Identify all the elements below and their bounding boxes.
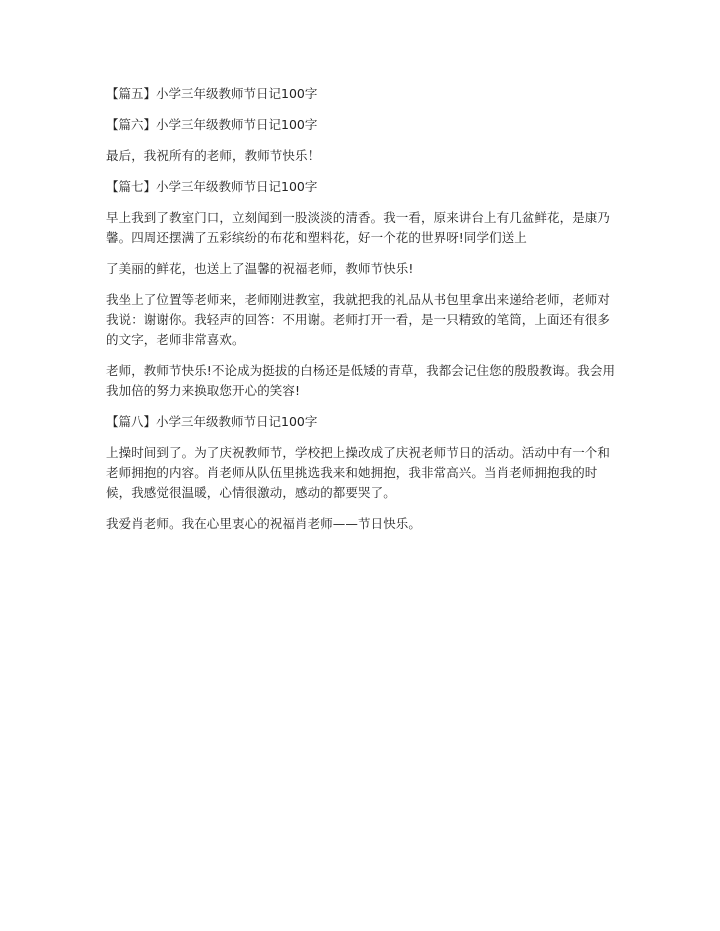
section-heading-7: 【篇七】小学三年级教师节日记100字 [106,179,318,194]
section-heading-6: 【篇六】小学三年级教师节日记100字 [106,117,318,132]
paragraph: 早上我到了教室门口，立刻闻到一股淡淡的清香。我一看，原来讲台上有几盆鲜花，是康乃馨。四周还摆满了五彩缤纷的布花和塑料花，好一个花的世界呀!同学们送上 [106,210,611,245]
paragraph: 了美丽的鲜花，也送上了温馨的祝福老师，教师节快乐! [106,261,414,276]
section-heading-5: 【篇五】小学三年级教师节日记100字 [106,86,318,101]
paragraph: 最后，我祝所有的老师，教师节快乐！ [106,148,321,163]
document-page [106,84,616,545]
paragraph: 上操时间到了。为了庆祝教师节，学校把上操改成了庆祝老师节日的活动。活动中有一个和老师拥抱的内容。肖老师从队伍里挑选我来和她拥抱，我非常高兴。当肖老师拥抱我的时候，我感觉很温暖，心情很激动，感动的都要哭了。 [106,445,611,500]
section-heading-8: 【篇八】小学三年级教师节日记100字 [106,414,318,429]
paragraph: 我坐上了位置等老师来，老师刚进教室，我就把我的礼品从书包里拿出来递给老师，老师对我说：谢谢你。我轻声的回答：不用谢。老师打开一看，是一只精致的笔筒，上面还有很多的文字，老师非常喜欢。 [106,292,611,347]
paragraph: 我爱肖老师。我在心里衷心的祝福肖老师——节日快乐。 [106,516,422,531]
paragraph: 老师，教师节快乐!不论成为挺拔的白杨还是低矮的青草，我都会记住您的殷殷教诲。我会用我加倍的努力来换取您开心的笑容! [106,363,616,398]
